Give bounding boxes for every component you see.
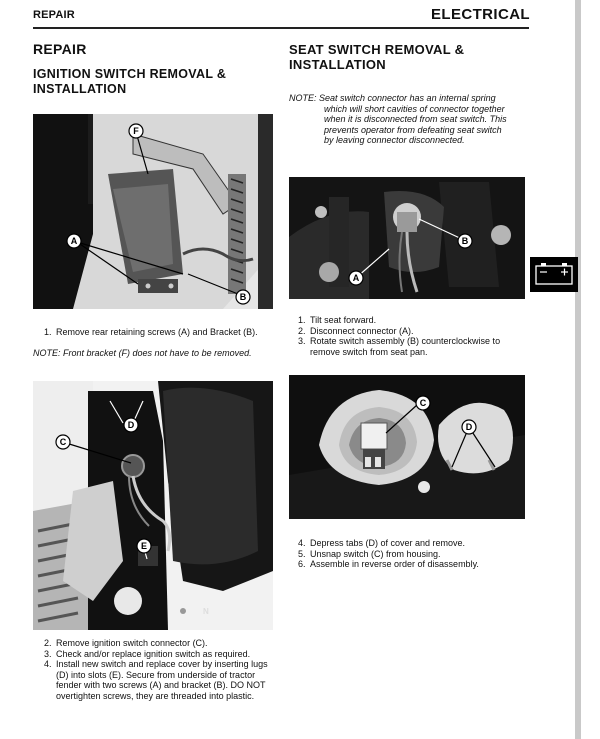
seat-steps-2 [294,538,529,570]
callout-c: C [59,437,67,447]
battery-icon [530,257,578,292]
callout-c: C [419,398,427,408]
seat-title-line2: INSTALLATION [289,57,386,72]
step-item: 4. Install new switch and replace cover by inserting lugs (D) into slots (E). Secure from underside of tractor fender with two screws (A) and bracket (B). DO NOT overtighten screws, they are threaded into plastic. [54,659,275,701]
step-item: 3. Check and/or replace ignition switch as required. [54,649,275,660]
ignition-steps-2 [40,638,275,701]
seat-note [289,93,534,146]
header-rule [33,27,529,29]
callout-b: B [461,236,469,246]
seat-note-line: by leaving connector disconnected. [324,135,465,145]
step-item: 6. Assemble in reverse order of disassembly. [308,559,529,570]
figure-ignition-bracket [33,114,273,309]
step-item: 2. Remove ignition switch connector (C). [54,638,275,649]
figure-seat-switch-housing [289,375,525,519]
callout-b: B [239,292,247,302]
step-item: 5. Unsnap switch (C) from housing. [308,549,529,560]
step-item: 3. Rotate switch assembly (B) counterclockwise to remove switch from seat pan. [308,336,529,357]
step-item: 4. Depress tabs (D) of cover and remove. [308,538,529,549]
chapter-tab [530,257,578,292]
step-item: 1. Tilt seat forward. [308,315,529,326]
seat-title-line1: SEAT SWITCH REMOVAL & [289,42,465,57]
seat-note-line: which will short cavities of connector together [324,103,505,114]
seat-note-line: prevents operator from defeating seat switch [324,124,502,135]
step-item: 2. Disconnect connector (A). [308,326,529,337]
ignition-note: NOTE: Front bracket (F) does not have to be removed. [33,348,252,358]
step-item: 1. Remove rear retaining screws (A) and Bracket (B). [54,327,275,338]
callout-a: A [70,236,78,246]
figure-ignition-switch [33,381,273,630]
ignition-title-line2: INSTALLATION [33,82,127,96]
callout-e: E [140,541,148,551]
header-section-label: REPAIR [33,9,75,21]
ignition-title-line1: IGNITION SWITCH REMOVAL & [33,67,227,81]
callout-a: A [352,273,360,283]
seat-steps-1 [294,315,529,357]
callout-f: F [133,126,139,136]
figure-seat-switch-connector [289,177,525,299]
ignition-steps-1 [40,327,275,338]
section-title: REPAIR [33,41,87,57]
seat-note-line: NOTE: Seat switch connector has an internal spring [289,93,496,103]
seat-note-line: when it is disconnected from seat switch. This [324,114,507,124]
page-edge-bar [575,0,581,739]
svg-text:N: N [203,607,209,616]
header-chapter-label: ELECTRICAL [431,6,530,23]
callout-d: D [127,420,135,430]
callout-d: D [465,422,473,432]
